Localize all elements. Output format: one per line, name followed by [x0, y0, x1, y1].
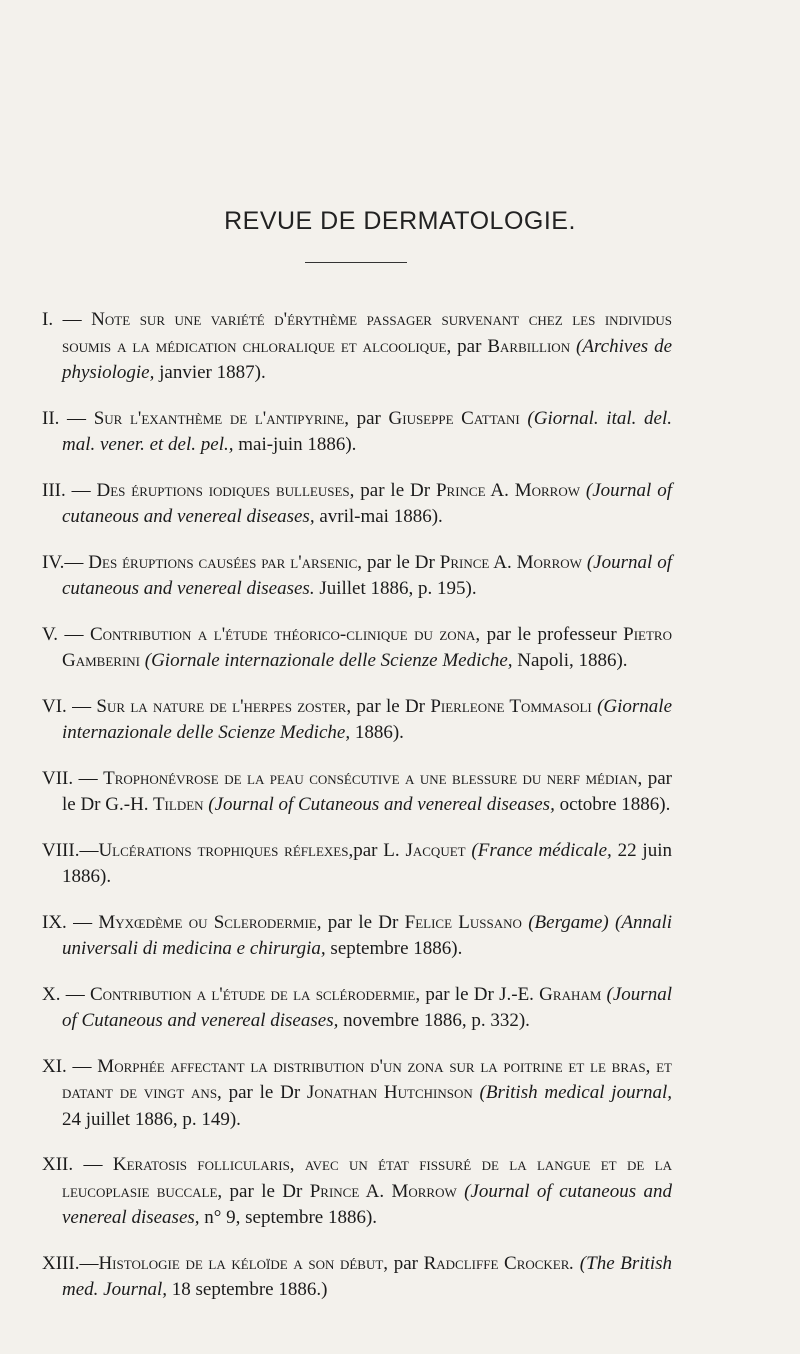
entry-topic: Contribution a l'étude théorico-clinique du zona,: [89, 623, 481, 645]
list-item: [42, 622, 672, 675]
entry-mid: par: [388, 1252, 424, 1274]
entry-source: . (The British med. Journal,: [62, 1252, 672, 1300]
entry-mid: par: [348, 407, 389, 429]
entry-author: Jonathan Hutchinson: [306, 1082, 473, 1103]
entry-source: (Archives de physiologie,: [62, 335, 673, 383]
entry-number: IX. —: [42, 911, 99, 933]
list-item: [42, 838, 672, 891]
list-item: [42, 910, 672, 963]
entry-source: (Journal of Cutaneous and venereal diseases,: [62, 983, 672, 1031]
entry-topic: Keratosis follicularis, avec un état fissuré de la langue et de la leucoplasie buccale,: [62, 1154, 672, 1202]
entry-source: (France médicale,: [465, 839, 612, 861]
entry-details: Juillet 1886, p. 195).: [314, 578, 477, 599]
entry-details: avril-mai 1886).: [314, 506, 443, 527]
entry-number: I. —: [42, 309, 92, 330]
entry-author: L. Jacquet: [383, 839, 466, 861]
entry-number: XIII.—: [42, 1252, 99, 1274]
entry-topic: Ulcérations trophiques réflexes,: [98, 839, 354, 861]
entry-mid: par le Dr: [62, 767, 672, 815]
entry-number: IV.—: [42, 551, 89, 573]
page-title: REVUE DE DERMATOLOGIE.: [224, 207, 576, 235]
entry-mid: par le Dr: [351, 695, 431, 717]
entry-source: (Journal of cutaneous and venereal diseases.: [62, 551, 672, 599]
entry-number: X. —: [42, 983, 90, 1005]
entry-topic: Note sur une variété d'érythème passager survenant chez les individus soumis a la médication chloralique et alcoolique,: [62, 309, 673, 357]
list-item: [42, 1054, 672, 1134]
entry-mid: par: [451, 335, 488, 357]
entry-author: Giuseppe Cattani: [388, 407, 520, 429]
list-item: [42, 1251, 672, 1304]
entry-topic: Des éruptions iodiques bulleuses,: [96, 479, 355, 501]
entry-details: octobre 1886).: [554, 794, 671, 815]
entry-mid: par: [353, 839, 384, 861]
entry-author: Barbillion: [487, 335, 571, 357]
entry-topic: Contribution a l'étude de la sclérodermie,: [89, 983, 421, 1005]
entry-mid: par le Dr: [221, 1082, 307, 1103]
entry-number: VI. —: [42, 695, 97, 717]
entry-author: Pietro Gamberini: [62, 623, 672, 671]
entry-list: [42, 288, 672, 1314]
entry-author: Pierleone Tommasoli: [430, 695, 592, 717]
entry-topic: Sur l'exanthème de l'antipyrine,: [93, 407, 349, 429]
entry-topic: Des éruptions causées par l'arsenic,: [88, 551, 363, 573]
entry-details: janvier 1887).: [154, 362, 266, 383]
entry-details: 18 septembre 1886.): [167, 1279, 328, 1300]
list-item: [42, 478, 672, 531]
entry-details: Napoli, 1886).: [512, 650, 628, 671]
entry-source: (Journal of Cutaneous and venereal diseases,: [203, 794, 555, 815]
entry-mid: par le professeur: [480, 623, 624, 645]
entry-details: septembre 1886).: [325, 938, 463, 959]
entry-details: 24 juillet 1886, p. 149).: [62, 1108, 241, 1130]
entry-source: (Journal of cutaneous and venereal diseases,: [62, 1180, 672, 1228]
entry-source: (Giornal. ital. del. mal. vener. et del. pel.,: [62, 407, 672, 455]
entry-source: (Giornale internazionale delle Scienze Mediche,: [62, 695, 672, 743]
entry-details: 22 juin 1886).: [62, 839, 672, 887]
list-item: [42, 307, 672, 387]
entry-details: novembre 1886, p. 332).: [338, 1010, 530, 1031]
entry-source: (Giornale internazionale delle Scienze Mediche,: [140, 650, 513, 671]
list-item: [42, 550, 672, 603]
entry-topic: Histologie de la kéloïde a son début,: [98, 1252, 389, 1274]
entry-number: III. —: [42, 479, 97, 501]
entry-author: Felice Lussano: [404, 911, 522, 933]
entry-source: (Bergame) (Annali universali di medicina e chirurgia,: [62, 911, 673, 959]
entry-author: Radcliffe Crocker: [423, 1252, 570, 1274]
list-item: [42, 982, 672, 1035]
entry-details: mai-juin 1886).: [233, 434, 357, 455]
entry-author: G.-H. Tilden: [105, 794, 204, 815]
entry-mid: par le Dr: [362, 551, 440, 573]
list-item: [42, 1152, 672, 1232]
entry-mid: par le Dr: [321, 911, 405, 933]
entry-topic: Trophonévrose de la peau consécutive a une blessure du nerf médian,: [103, 767, 643, 789]
entry-author: Prince A. Morrow: [435, 479, 581, 501]
entry-number: VIII.—: [42, 839, 99, 861]
entry-number: II. —: [42, 407, 94, 429]
entry-author: J.-E. Graham: [499, 983, 602, 1005]
list-item: [42, 694, 672, 747]
entry-mid: par le Dr: [354, 479, 436, 501]
entry-topic: Morphée affectant la distribution d'un zona sur la poitrine et le bras, et datant de vingt ans,: [62, 1055, 672, 1103]
entry-mid: par le Dr: [222, 1180, 310, 1202]
entry-author: Prince A. Morrow: [309, 1180, 457, 1202]
entry-topic: Myxœdème ou Sclerodermie,: [98, 911, 322, 933]
entry-author: Prince A. Morrow: [439, 551, 582, 573]
list-item: [42, 766, 672, 819]
entry-number: XI. —: [42, 1055, 98, 1077]
entry-details: n° 9, septembre 1886).: [199, 1207, 378, 1228]
entry-mid: par le Dr: [420, 983, 500, 1005]
entry-source: (British medical journal,: [472, 1082, 672, 1103]
entry-topic: Sur la nature de l'herpes zoster,: [96, 695, 352, 717]
entry-number: XII. —: [42, 1154, 113, 1175]
title-rule: [305, 262, 407, 263]
list-item: [42, 406, 672, 459]
entry-number: VII. —: [42, 767, 104, 789]
entry-details: 1886).: [350, 722, 404, 743]
entry-source: (Journal of cutaneous and venereal diseases,: [62, 479, 673, 527]
entry-number: V. —: [42, 623, 90, 645]
